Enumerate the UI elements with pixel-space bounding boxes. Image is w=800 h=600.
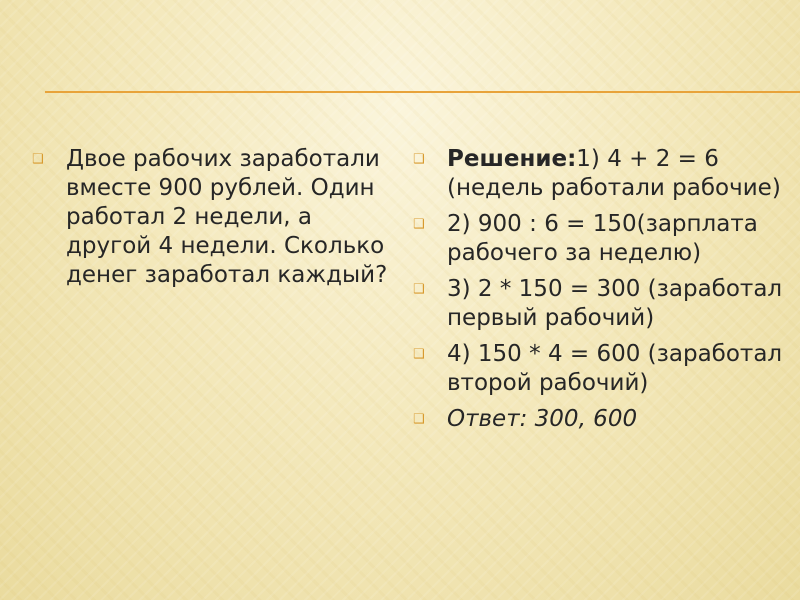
open-box-bullet-icon: ❑	[413, 152, 425, 167]
solution-step-2	[413, 210, 793, 268]
step-4-text: 4) 150 * 4 = 600 (заработал второй рабочий)	[447, 341, 783, 396]
open-box-bullet-icon: ❑	[413, 282, 425, 297]
problem-text: Двое рабочих заработали вместе 900 рублей. Один работал 2 недели, а другой 4 недели. Сколько денег заработал каждый?	[66, 146, 388, 288]
open-box-bullet-icon: ❑	[413, 412, 425, 427]
open-box-bullet-icon: ❑	[413, 217, 425, 232]
solution-column	[413, 145, 793, 441]
solution-step-4	[413, 340, 793, 398]
solution-step-3	[413, 275, 793, 333]
step-2-text: 2) 900 : 6 = 150(зарплата рабочего за неделю)	[447, 211, 758, 266]
solution-answer	[413, 405, 793, 434]
title-divider-line	[45, 91, 800, 93]
solution-step-1	[413, 145, 793, 203]
problem-column	[32, 145, 402, 297]
open-box-bullet-icon: ❑	[32, 152, 44, 167]
step-1-text: 1) 4 + 2 = 6 (недель работали рабочие)	[447, 146, 781, 201]
solution-label: Решение:	[447, 146, 577, 172]
problem-item	[32, 145, 402, 290]
answer-text: Ответ: 300, 600	[447, 406, 638, 432]
step-3-text: 3) 2 * 150 = 300 (заработал первый рабочий)	[447, 276, 783, 331]
open-box-bullet-icon: ❑	[413, 347, 425, 362]
